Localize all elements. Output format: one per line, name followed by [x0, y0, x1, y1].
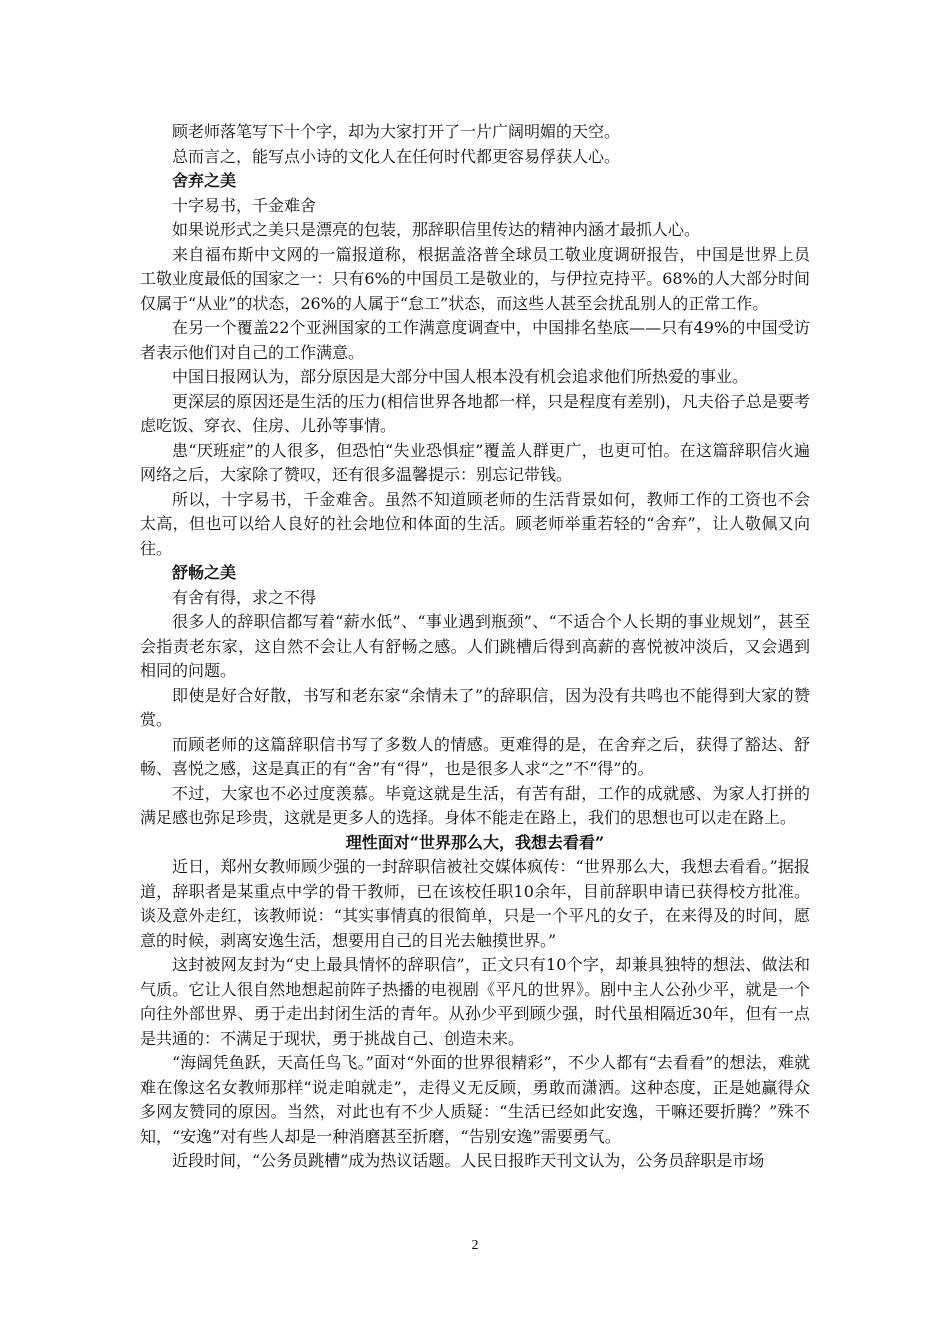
subheading: 舒畅之美	[172, 563, 237, 582]
paragraph: 更深层的原因还是生活的压力(相信世界各地都一样，只是程度有差别)，凡夫俗子总是要考虑吃饭、穿衣、住房、儿孙等事情。	[140, 391, 810, 435]
paragraph: 所以，十字易书，千金难舍。虽然不知道顾老师的生活背景如何，教师工作的工资也不会太高，但也可以给人良好的社会地位和体面的生活。顾老师举重若轻的“舍弃”，让人敬佩又向往。	[140, 489, 810, 558]
paragraph: 这封被网友封为“史上最具情怀的辞职信”，正文只有10个字，却兼具独特的想法、做法和气质。它让人很自然地想起前阵子热播的电视剧《平凡的世界》。剧中主人公孙少平，就是一个向往外部世界、勇于走出封闭生活的青年。从孙少平到顾少强，时代虽相隔近30年，但有一点是共通的：不满足于现状，勇于挑战自己、创造未来。	[140, 955, 810, 1048]
paragraph: 近段时间，“公务员跳槽”成为热议话题。人民日报昨天刊文认为，公务员辞职是市场	[172, 1151, 765, 1170]
paragraph: “海阔凭鱼跃，天高任鸟飞。”面对“外面的世界很精彩”，不少人都有“去看看”的想法，难就难在像这名女教师那样“说走咱就走”，走得义无反顾，勇敢而潇洒。这种态度，正是她赢得众多网友赞同的原因。当然，对此也有不少人质疑：“生活已经如此安逸，干嘛还要折腾？”殊不知，“安逸”对有些人却是一种消磨甚至折磨，“告别安逸”需要勇气。	[140, 1053, 810, 1146]
paragraph: 顾老师落笔写下十个字，却为大家打开了一片广阔明媚的天空。	[172, 122, 621, 141]
document-body	[140, 120, 810, 1174]
paragraph: 总而言之，能写点小诗的文化人在任何时代都更容易俘获人心。	[172, 146, 621, 166]
paragraph: 而顾老师的这篇辞职信书写了多数人的情感。更难得的是，在舍弃之后，获得了豁达、舒畅、喜悦之感，这是真正的有“舍”有“得”，也是很多人求“之”不“得”的。	[140, 734, 810, 778]
paragraph: 近日，郑州女教师顾少强的一封辞职信被社交媒体疯传：“世界那么大，我想去看看。”据报道，辞职者是某重点中学的骨干教师，已在该校任职10余年，目前辞职申请已获得校方批准。谈及意外走红，该教师说：“其实事情真的很简单，只是一个平凡的女子，在来得及的时间，愿意的时候，剥离安逸生活，想要用自己的目光去触摸世界。”	[140, 857, 810, 950]
paragraph: 十字易书，千金难舍	[172, 195, 317, 215]
section-title: 理性面对“世界那么大，我想去看看”	[345, 832, 605, 852]
paragraph: 如果说形式之美只是漂亮的包装，那辞职信里传达的精神内涵才最抓人心。	[172, 220, 701, 239]
paragraph: 有舍有得，求之不得	[172, 587, 317, 607]
page-number: 2	[471, 1238, 479, 1253]
paragraph: 患“厌班症”的人很多，但恐怕“失业恐惧症”覆盖人群更广，也更可怕。在这篇辞职信火遍网络之后，大家除了赞叹，还有很多温馨提示：别忘记带钱。	[140, 440, 810, 484]
paragraph: 中国日报网认为，部分原因是大部分中国人根本没有机会追求他们所热爱的事业。	[172, 367, 749, 386]
paragraph: 来自福布斯中文网的一篇报道称，根据盖洛普全球员工敬业度调研报告，中国是世界上员工敬业度最低的国家之一：只有6%的中国员工是敬业的，与伊拉克持平。68%的人大部分时间仅属于“从业”的状态，26%的人属于“怠工”状态，而这些人甚至会扰乱别人的正常工作。	[140, 244, 810, 313]
paragraph: 很多人的辞职信都写着“薪水低”、“事业遇到瓶颈”、“不适合个人长期的事业规划”，甚至会指责老东家，这自然不会让人有舒畅之感。人们跳槽后得到高薪的喜悦被冲淡后，又会遇到相同的问题。	[140, 612, 810, 680]
paragraph: 不过，大家也不必过度羡慕。毕竟这就是生活，有苦有甜，工作的成就感、为家人打拼的满足感也弥足珍贵，这就是更多人的选择。身体不能走在路上，我们的思想也可以走在路上。	[140, 783, 810, 827]
subheading: 舍弃之美	[172, 171, 237, 190]
paragraph: 即使是好合好散，书写和老东家“余情未了”的辞职信，因为没有共鸣也不能得到大家的赞赏。	[140, 685, 810, 729]
paragraph: 在另一个覆盖22个亚洲国家的工作满意度调查中，中国排名垫底——只有49%的中国受访者表示他们对自己的工作满意。	[140, 318, 810, 362]
